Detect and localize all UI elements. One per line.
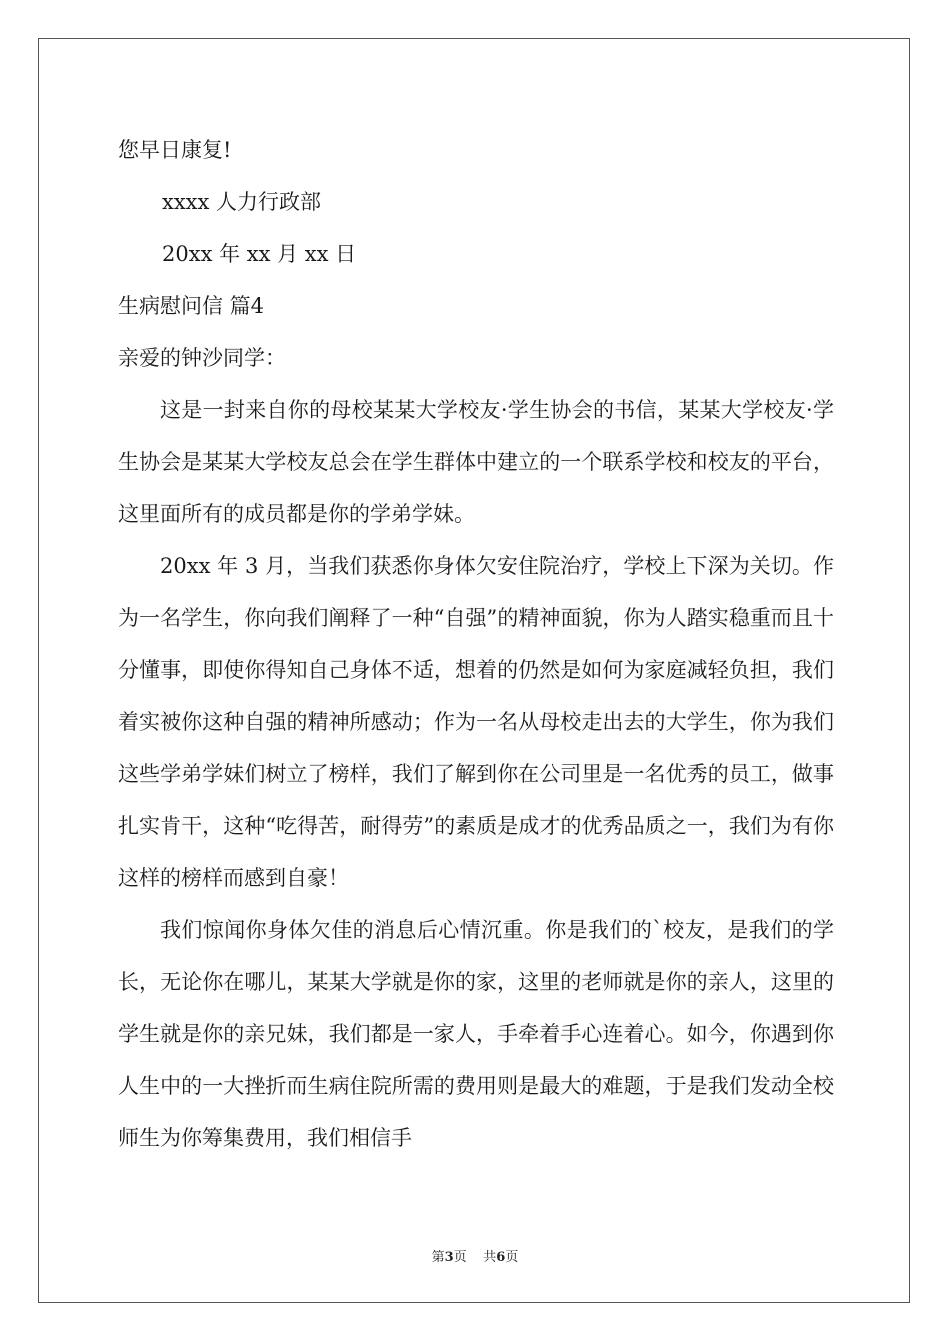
letter-body [118,124,834,1164]
section-title: 生病慰问信 篇4 [118,294,265,318]
page-suffix: 页 [453,1250,467,1265]
page-total: 6 [496,1250,506,1265]
page-footer [0,1246,950,1265]
paragraph-2: 20xx 年 3 月，当我们获悉你身体欠安住院治疗，学校上下深为关切。作为一名学生，你向我们阐释了一种“自强”的精神面貌，你为人踏实稳重而且十分懂事，即使你得知自己身体不适，想着的仍然是如何为家庭减轻负担，我们着实被你这种自强的精神所感动；作为一名从母校走出去的大学生，你为我们这些学弟学妹们树立了榜样，我们了解到你在公司里是一名优秀的员工，做事扎实肯干，这种“吃得苦，耐得劳”的素质是成才的优秀品质之一，我们为有你这样的榜样而感到自豪！ [118,554,834,890]
page-prefix: 第 [431,1250,445,1265]
salutation: 亲爱的钟沙同学： [118,346,286,370]
paragraph-1: 这是一封来自你的母校某某大学校友·学生协会的书信，某某大学校友·学生协会是某某大学校友总会在学生群体中建立的一个联系学校和校友的平台，这里面所有的成员都是你的学弟学妹。 [118,398,834,526]
page-current: 3 [444,1250,454,1265]
total-suffix: 页 [505,1250,519,1265]
closing-line: 您早日康复! [118,138,232,162]
total-prefix: 共 [483,1250,497,1265]
signature-date: 20xx 年 xx 月 xx 日 [162,242,357,266]
paragraph-3: 我们惊闻你身体欠佳的消息后心情沉重。你是我们的`校友，是我们的学长，无论你在哪儿，某某大学就是你的家，这里的老师就是你的亲人，这里的学生就是你的亲兄妹，我们都是一家人，手牵着手心连着心。如今，你遇到你人生中的一大挫折而生病住院所需的费用则是最大的难题，于是我们发动全校师生为你筹集费用，我们相信手 [118,918,834,1150]
signature-organization: xxxx 人力行政部 [162,190,322,214]
